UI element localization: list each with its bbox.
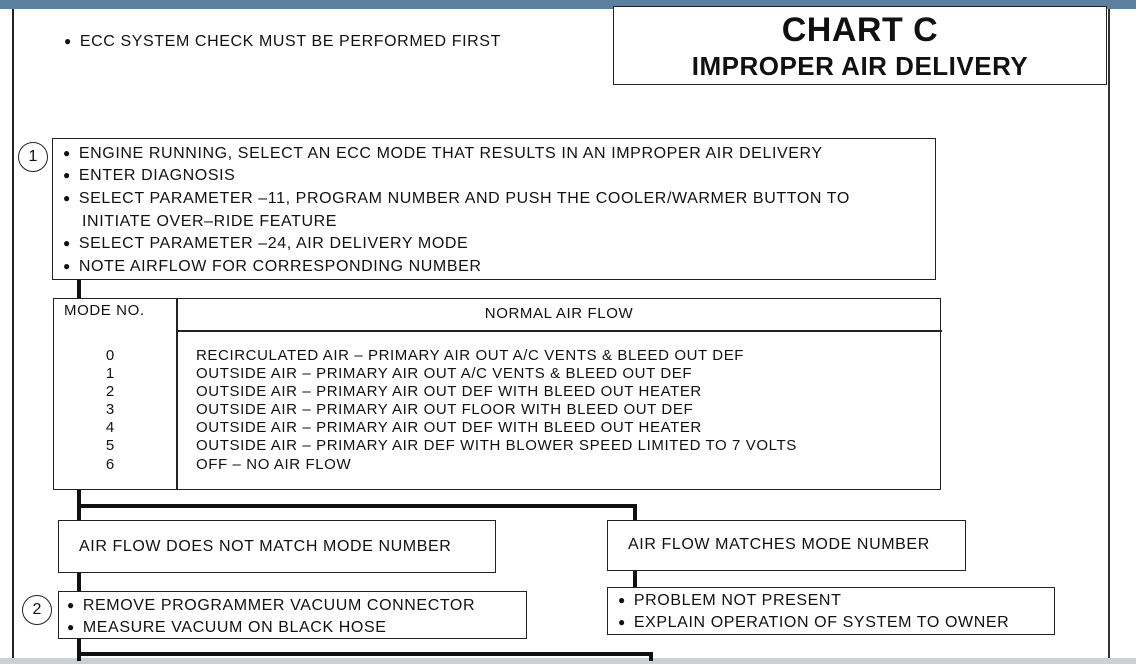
chart-right-border [1108,9,1110,661]
step-1-item-1: ● ENGINE RUNNING, SELECT AN ECC MODE THAT RESULTS IN AN IMPROPER AIR DELIVERY [63,143,823,165]
step-1-item-5: ● NOTE AIRFLOW FOR CORRESPONDING NUMBER [63,256,482,278]
mode-table-header-mode: MODE NO. [64,302,145,319]
mode-row-4-number: 4 [105,419,115,436]
mode-row-6-number: 6 [105,456,115,473]
match-result-item-2: ● EXPLAIN OPERATION OF SYSTEM TO OWNER [618,612,1009,634]
step-2-number: 2 [22,595,52,625]
branch-no-match-box [58,520,496,573]
step-1-item-2: ● ENTER DIAGNOSIS [63,165,235,187]
step-1-item-3-continuation: INITIATE OVER–RIDE FEATURE [82,213,338,230]
chart-subtitle: IMPROPER AIR DELIVERY [691,51,1029,81]
match-result-box [607,587,1055,635]
window-bottom-border [0,658,1136,664]
branch-match-box [607,520,966,571]
step-1-box [52,138,936,280]
branch-match-label: AIR FLOW MATCHES MODE NUMBER [628,536,930,553]
mode-row-3-number: 3 [105,401,115,418]
branch-no-match-label: AIR FLOW DOES NOT MATCH MODE NUMBER [79,538,452,555]
mode-table-header-flow: NORMAL AIR FLOW [484,305,634,322]
connector-nomatch-step2 [77,572,81,592]
connector-bottom-horizontal [77,652,653,656]
mode-row-2-number: 2 [105,383,115,400]
connector-branch-horizontal [77,504,637,508]
mode-row-1-number: 1 [105,365,115,382]
mode-row-2-flow: OUTSIDE AIR – PRIMARY AIR OUT DEF WITH BLEED OUT HEATER [196,383,702,400]
step-1-number: 1 [18,142,48,172]
mode-row-1-flow: OUTSIDE AIR – PRIMARY AIR OUT A/C VENTS & BLEED OUT DEF [196,365,693,382]
mode-row-0-number: 0 [105,347,115,364]
chart-left-border [12,9,14,661]
mode-table-header-divider [176,330,942,332]
step-1-item-3: ● SELECT PARAMETER –11, PROGRAM NUMBER AND PUSH THE COOLER/WARMER BUTTON TO [63,188,850,210]
connector-bottom-right [649,652,653,661]
mode-table-column-divider [176,299,178,489]
match-result-item-1: ● PROBLEM NOT PRESENT [618,590,841,612]
mode-row-3-flow: OUTSIDE AIR – PRIMARY AIR OUT FLOOR WITH BLEED OUT DEF [196,401,694,418]
mode-row-4-flow: OUTSIDE AIR – PRIMARY AIR OUT DEF WITH BLEED OUT HEATER [196,419,702,436]
step-2-item-1: ● REMOVE PROGRAMMER VACUUM CONNECTOR [67,595,475,617]
connector-match-result [633,570,637,588]
precheck-note: ● ECC SYSTEM CHECK MUST BE PERFORMED FIRST [64,31,501,53]
step-1-item-4: ● SELECT PARAMETER –24, AIR DELIVERY MODE [63,233,468,255]
connector-step1-table [77,278,81,300]
mode-row-6-flow: OFF – NO AIR FLOW [196,456,352,473]
mode-row-5-flow: OUTSIDE AIR – PRIMARY AIR DEF WITH BLOWER SPEED LIMITED TO 7 VOLTS [196,437,797,454]
step-2-box [58,591,527,639]
connector-step2-down [77,637,81,661]
chart-title-box [613,6,1107,85]
mode-row-0-flow: RECIRCULATED AIR – PRIMARY AIR OUT A/C VENTS & BLEED OUT DEF [196,347,745,364]
step-2-item-2: ● MEASURE VACUUM ON BLACK HOSE [67,617,387,639]
mode-row-5-number: 5 [105,437,115,454]
chart-title: CHART C [781,11,939,49]
mode-table [53,298,941,490]
